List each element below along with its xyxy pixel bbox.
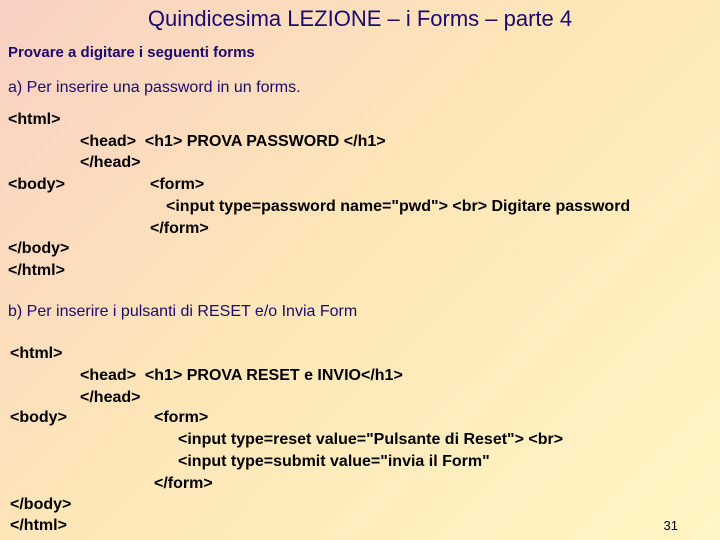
code-line: </body>	[8, 240, 70, 257]
code-line: </form>	[154, 475, 213, 492]
code-line: <input type=submit value="invia il Form"	[178, 453, 490, 470]
code-line: <body>	[10, 409, 67, 426]
code-line: <html>	[8, 111, 61, 128]
code-line: <html>	[10, 345, 63, 362]
code-line: <form>	[150, 176, 205, 193]
code-line: <input type=reset value="Pulsante di Reset"> <br>	[178, 431, 564, 448]
code-line: </head>	[80, 154, 141, 171]
code-line: </body>	[10, 496, 72, 513]
code-line: <head> <h1> PROVA PASSWORD </h1>	[80, 133, 386, 150]
code-line: </form>	[150, 220, 209, 237]
slide-title: Quindicesima LEZIONE – i Forms – parte 4	[147, 6, 573, 31]
page-number: 31	[663, 518, 678, 533]
section-a-heading: a) Per inserire una password in un forms.	[8, 79, 301, 96]
slide-subtitle: Provare a digitare i seguenti forms	[8, 44, 255, 61]
code-line: </html>	[8, 262, 65, 279]
code-line: <form>	[154, 409, 209, 426]
section-b-heading: b) Per inserire i pulsanti di RESET e/o Invia Form	[8, 303, 358, 320]
code-line: <head> <h1> PROVA RESET e INVIO</h1>	[80, 367, 403, 384]
code-line: <body>	[8, 176, 65, 193]
code-line: </html>	[10, 517, 67, 534]
code-line: <input type=password name="pwd"> <br> Digitare password	[166, 198, 631, 215]
code-line: </head>	[80, 389, 141, 406]
